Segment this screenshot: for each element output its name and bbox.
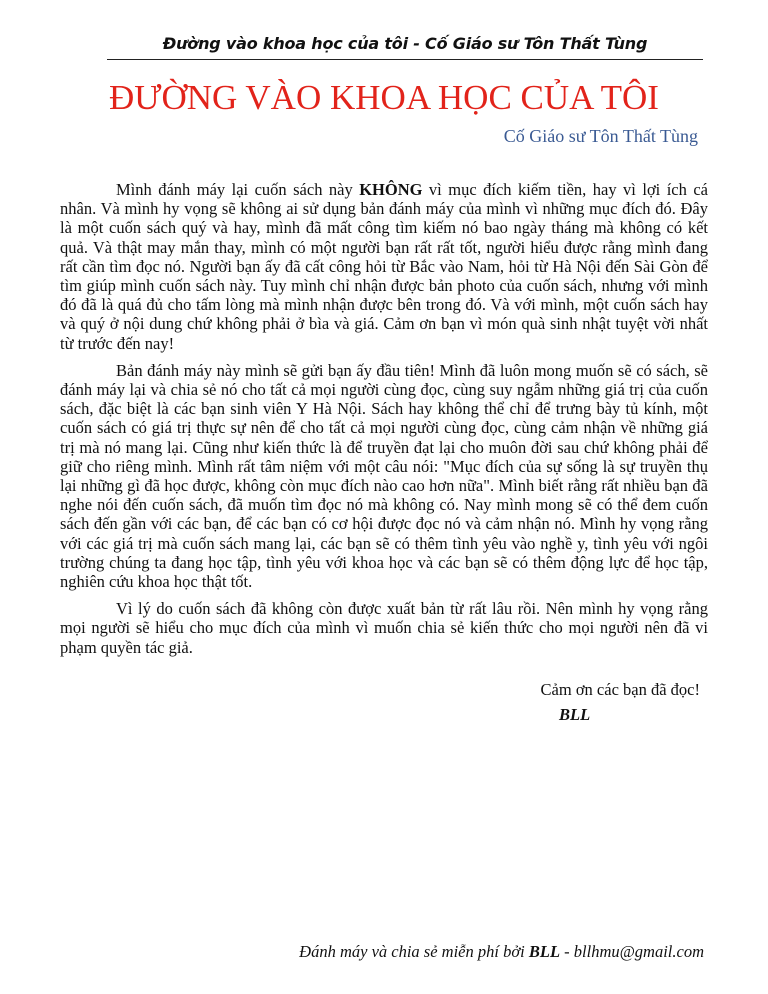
paragraph-1-emphasis: KHÔNG xyxy=(359,180,423,199)
running-header: Đường vào khoa học của tôi - Cố Giáo sư Tôn Thất Tùng xyxy=(162,34,648,53)
paragraph-1-start: Mình đánh máy lại cuốn sách này xyxy=(116,180,360,199)
header-divider xyxy=(107,59,703,60)
paragraph-3: Vì lý do cuốn sách đã không còn được xuất bản từ rất lâu rồi. Nên mình hy vọng rằng mọi người sẽ hiểu cho mục đích của mình vì muốn chia sẻ kiến thức cho mọi người nên đã vi phạm quyền tác giả. xyxy=(60,599,708,657)
document-title: ĐƯỜNG VÀO KHOA HỌC CỦA TÔI xyxy=(109,78,659,117)
footer-text: Đánh máy và chia sẻ miễn phí bởi xyxy=(299,942,529,961)
paragraph-1-rest: vì mục đích kiếm tiền, hay vì lợi ích cá nhân. Và mình hy vọng sẽ không ai sử dụng bản đánh máy của mình vì những mục đích đó. Đây là một cuốn sách quý và hay, mình đã mất công tìm kiếm nó bao ngày tháng mà không có kết quả. Và thật may mắn thay, mình có một người bạn rất rất tốt, người hiểu được rằng mình đang rất cần tìm đọc nó. Người bạn ấy đã cất công hỏi từ Bắc vào Nam, hỏi từ Hà Nội đến Sài Gòn để tìm giúp mình cuốn sách này. Tuy mình chỉ nhận được bản photo của cuốn sách, nhưng với mình đó đã là quá đủ cho tấm lòng mà mình nhận được bên trong đó. Và với mình, một cuốn sách hay và quý ở nội dung chứ không phải ở bìa và giá. Cảm ơn bạn vì món quà sinh nhật tuyệt vời nhất từ trước đến nay! xyxy=(60,180,708,353)
page-footer xyxy=(299,942,704,962)
paragraph-2: Bản đánh máy này mình sẽ gửi bạn ấy đầu tiên! Mình đã luôn mong muốn sẽ có sách, sẽ đánh máy lại và chia sẻ nó cho tất cả mọi người cùng đọc, cùng suy ngẫm những giá trị của cuốn sách, đặc biệt là các bạn sinh viên Y Hà Nội. Sách hay không thể chỉ để trưng bày tủ kính, một cuốn sách có giá trị thực sự nên để cho tất cả mọi người cùng đọc, cùng cảm nhận về những giá trị mà nó mang lại. Cũng như kiến thức là để truyền đạt lại cho muôn đời sau chứ không phải để giữ cho riêng mình. Mình rất tâm niệm với một câu nói: "Mục đích của sự sống là sự truyền thụ lại những gì đã học được, không còn mục đích nào cao hơn nữa". Mình biết rằng rất nhiều bạn đã nghe nói đến cuốn sách, đã muốn tìm đọc nó mà không có. Nay mình mong sẽ có thể đem cuốn sách đến gần với các bạn, để các bạn có cơ hội được đọc nó và cảm nhận nó. Mình hy vọng rằng với các giá trị mà cuốn sách mang lại, các bạn sẽ có thêm tình yêu vào nghề y, tình yêu với ngôi trường chúng ta đang học tập, tình yêu với khoa học và các bạn sẽ có thêm động lực để học tập, nghiên cứu khoa học thật tốt. xyxy=(60,360,708,592)
footer-email: - bllhmu@gmail.com xyxy=(560,942,704,961)
document-body xyxy=(60,180,708,665)
paragraph-1 xyxy=(60,180,708,353)
author-name: Cố Giáo sư Tôn Thất Tùng xyxy=(503,126,698,146)
footer-name: BLL xyxy=(528,942,561,961)
closing-signature: BLL xyxy=(559,705,591,724)
closing-thanks: Cảm ơn các bạn đã đọc! xyxy=(540,680,700,699)
